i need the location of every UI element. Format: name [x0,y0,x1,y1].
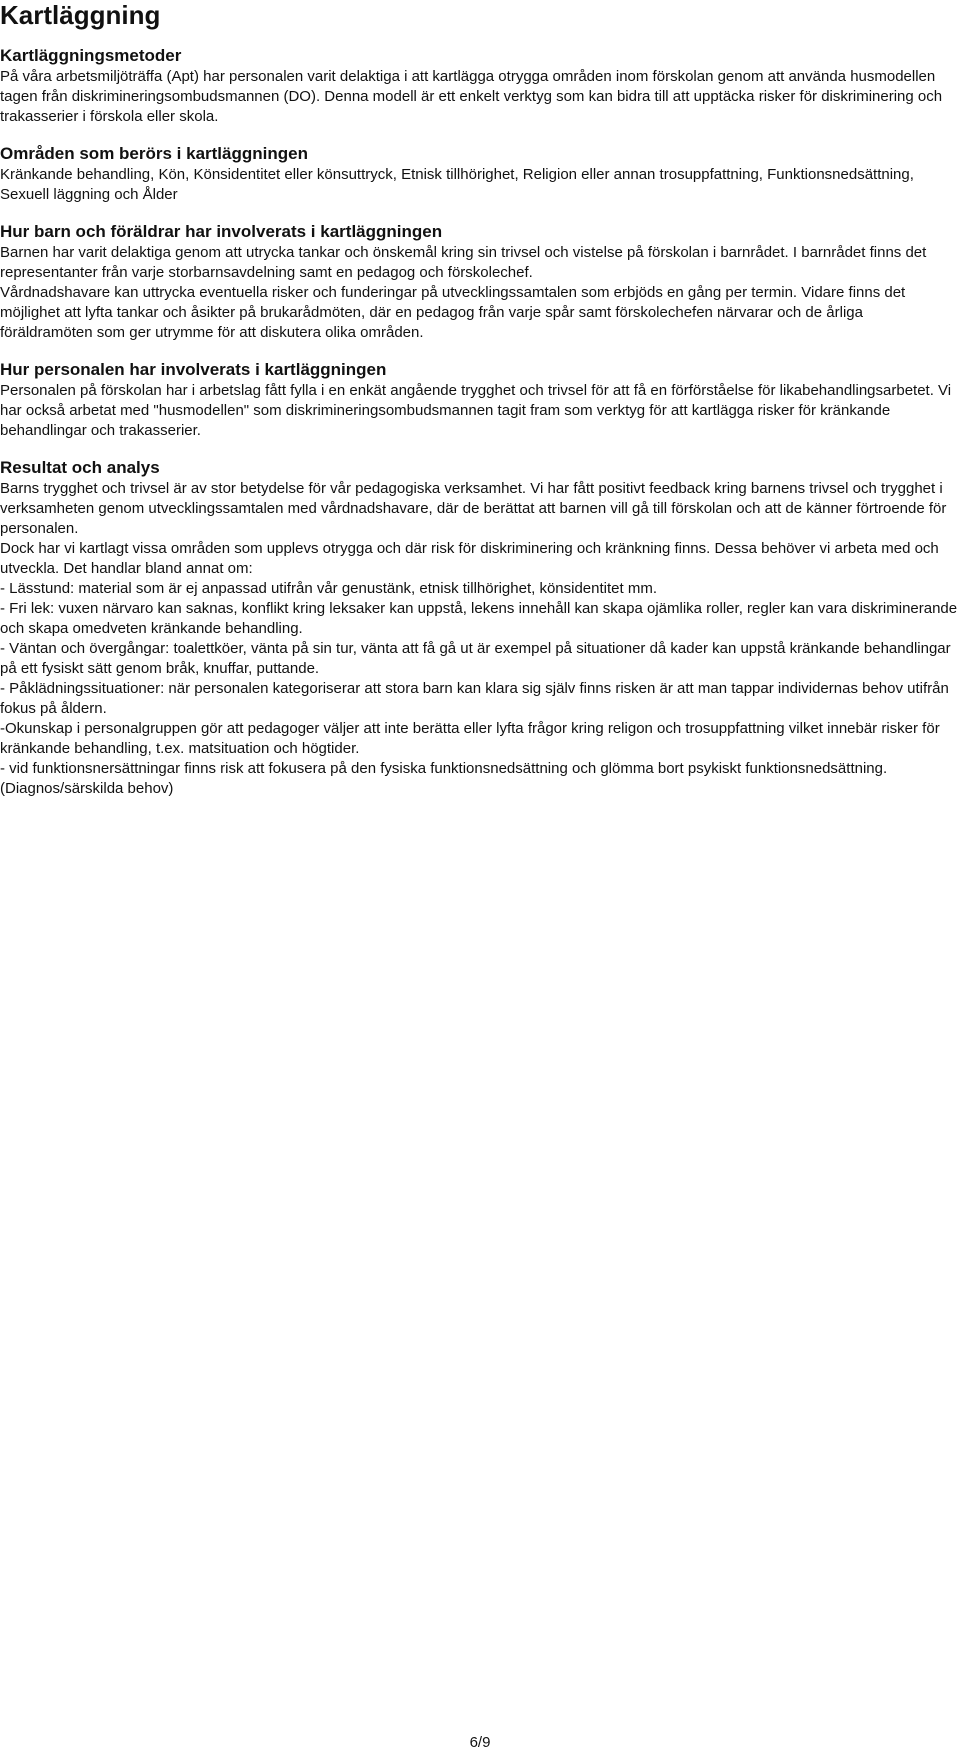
section-omraden [0,143,958,205]
paragraph: Kränkande behandling, Kön, Könsidentitet eller könsuttryck, Etnisk tillhörighet, Religion eller annan trosuppfattning, Funktionsnedsättning, Sexuell läggning och Ålder [0,166,914,203]
paragraph: På våra arbetsmiljöträffa (Apt) har personalen varit delaktiga i att kartlägga otrygga områden inom förskolan genom att använda husmodellen tagen från diskrimineringsombudsmannen (DO). Denna modell är ett enkelt verktyg som kan bidra till att upptäcka risker för diskriminering och trakasserier i förskola eller skola. [0,68,943,125]
list-item: - Väntan och övergångar: toalettköer, vänta på sin tur, vänta att få gå ut är exempel på situationer då kader kan uppstå kränkande behandlingar på ett fysiskt sätt genom bråk, knuffar, puttande. [0,640,951,677]
section-heading: Hur barn och föräldrar har involverats i kartläggningen [0,222,443,241]
paragraph: Vårdnadshavare kan uttrycka eventuella risker och funderingar på utvecklingssamtalen som erbjöds en gång per termin. Vidare finns det möjlighet att lyfta tankar och åsikter på brukarådmöten, där en pedagog från varje spår samt förskolechefen närvarar och de årliga föräldramöten som ger utrymme för att diskutera olika områden. [0,284,906,341]
paragraph: Barnen har varit delaktiga genom att utrycka tankar och önskemål kring sin trivsel och vistelse på förskolan i barnrådet. I barnrådet finns det representanter från varje storbarnsavdelning samt en pedagog och förskolechef. [0,244,927,281]
section-heading: Hur personalen har involverats i kartläggningen [0,360,387,379]
document-content [0,45,958,815]
paragraph: Barns trygghet och trivsel är av stor betydelse för vår pedagogiska verksamhet. Vi har fått positivt feedback kring barnens trivsel och trygghet i verksamheten genom utvecklingssamtalen med vårdnadshavare, där de berättat att barnen vill gå till förskolan och att de känner förtroende för personalen. [0,480,947,537]
section-heading: Kartläggningsmetoder [0,46,182,65]
section-barn-foraldrar [0,221,958,343]
list-item: - vid funktionsnersättningar finns risk att fokusera på den fysiska funktionsnedsättning och glömma bort psykiskt funktionsnedsättning. (Diagnos/särskilda behov) [0,760,888,797]
list-item: - Fri lek: vuxen närvaro kan saknas, konflikt kring leksaker kan uppstå, lekens innehåll kan skapa ojämlika roller, regler kan vara diskriminerande och skapa omedveten kränkande behandling. [0,600,958,637]
list-item: - Lässtund: material som är ej anpassad utifrån vår genustänk, etnisk tillhörighet, könsidentitet mm. [0,580,657,597]
paragraph: Dock har vi kartlagt vissa områden som upplevs otrygga och där risk för diskriminering och kränkning finns. Dessa behöver vi arbeta med och utveckla. Det handlar bland annat om: [0,540,939,577]
section-resultat-analys [0,457,958,799]
paragraph: Personalen på förskolan har i arbetslag fått fylla i en enkät angående trygghet och trivsel för att få en förförståelse för likabehandlingsarbetet. Vi har också arbetat med "husmodellen" som diskrimineringsombudsmannen tagit fram som verktyg för att kartlägga risker för kränkande behandlingar och trakasserier. [0,382,952,439]
section-personalen [0,359,958,441]
page-number: 6/9 [469,1734,491,1751]
section-heading: Områden som berörs i kartläggningen [0,144,308,163]
section-heading: Resultat och analys [0,458,160,477]
list-item: -Okunskap i personalgruppen gör att pedagoger väljer att inte berätta eller lyfta frågor kring religon och trosuppfattning vilket innebär risker för kränkande behandling, t.ex. matsituation och högtider. [0,720,940,757]
list-item: - Påklädningssituationer: när personalen kategoriserar att stora barn kan klara sig själv finns risken är att man tappar individernas behov utifrån fokus på åldern. [0,680,949,717]
section-kartlaggningsmetoder [0,45,958,127]
page-title: Kartläggning [0,0,161,30]
